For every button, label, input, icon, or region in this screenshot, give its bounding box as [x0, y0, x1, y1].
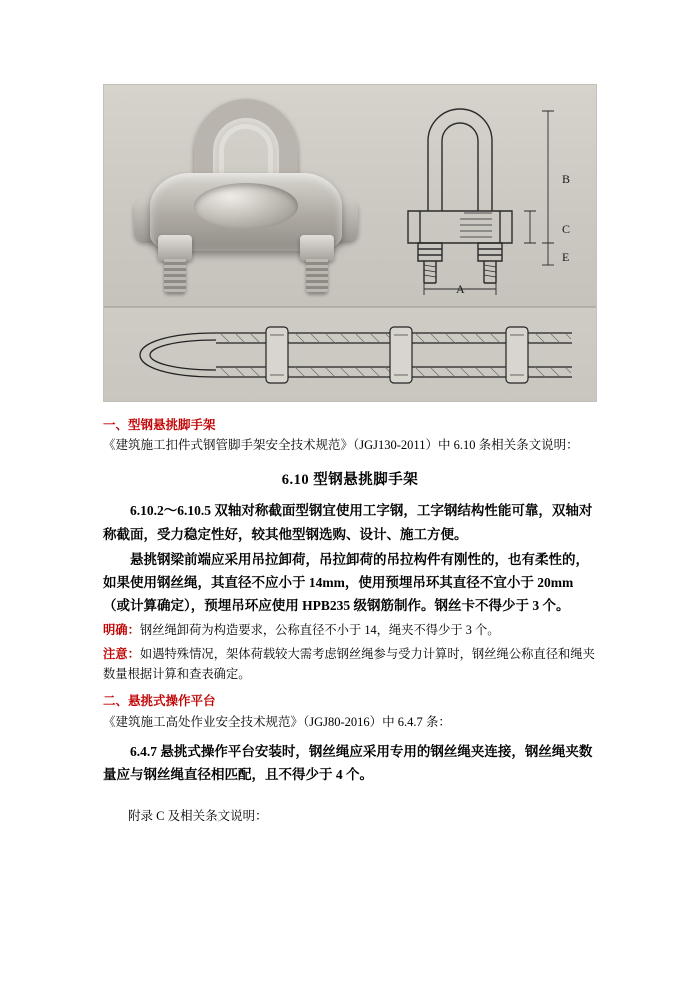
note-attention [103, 645, 597, 684]
section-1-source: 《建筑施工扣件式钢管脚手架安全技术规范》（JGJ130-2011）中 6.10 条相关条文说明： [103, 438, 579, 453]
section-2-heading: 二、悬挑式操作平台 [103, 694, 216, 709]
note-clarification [103, 621, 597, 641]
dimension-label-a: A [456, 282, 465, 296]
section-1-title: 6.10 型钢悬挑脚手架 [281, 472, 419, 489]
clause-6-4-7: 6.4.7 悬挑式操作平台安装时，钢丝绳应采用专用的钢丝绳夹连接，钢丝绳夹数量应与钢丝绳直径相匹配，且不得少于 4 个。 [103, 743, 593, 783]
dimension-label-c: C [562, 222, 571, 236]
rope-clip-photo [132, 95, 360, 295]
dimension-label-e: E [562, 250, 570, 264]
note-clarification-text: 钢丝绳卸荷为构造要求，公称直径不小于 14，绳夹不得少于 3 个。 [139, 623, 500, 638]
figure-divider [104, 306, 596, 308]
clause-6-10-2-cont: 悬挑钢梁前端应采用吊拉卸荷，吊拉卸荷的吊拉构件有刚性的，也有柔性的，如果使用钢丝绳，其直径不应小于 14mm，使用预埋吊环其直径不宜小于 20mm（或计算确定），预埋吊环应使用 HPB235 级钢筋制作。钢丝卡不得少于 3 个。 [103, 551, 589, 614]
dimension-label-b: B [562, 172, 571, 186]
note-attention-text: 如遇特殊情况，架体荷载较大需考虑钢丝绳参与受力计算时，钢丝绳公称直径和绳夹数量根据计算和查表确定。 [103, 647, 595, 681]
footer-note: 附录 C 及相关条文说明： [128, 809, 268, 824]
wire-rope-clip-figure [103, 84, 597, 402]
document-body [103, 416, 597, 826]
clip-drawing-svg [372, 93, 584, 299]
rope-with-clips-drawing [120, 313, 582, 397]
note-clarification-lead: 明确： [103, 623, 140, 638]
rope-clip-technical-drawing [372, 93, 584, 299]
note-attention-lead: 注意： [103, 647, 140, 662]
thread-left [164, 259, 186, 293]
nut-left [158, 235, 192, 261]
clause-6-10-2: 6.10.2～6.10.5 双轴对称截面型钢宜使用工字钢，工字钢结构性能可靠，双轴对称截面，受力稳定性好，较其他型钢选购、设计、施工方便。 [103, 503, 593, 542]
section-2-source: 《建筑施工高处作业安全技术规范》（JGJ80-2016）中 6.4.7 条： [103, 714, 451, 729]
nut-right [300, 235, 334, 261]
thread-right [306, 259, 328, 293]
rope-svg [120, 313, 582, 397]
section-1-heading: 一、型钢悬挑脚手架 [103, 418, 216, 432]
